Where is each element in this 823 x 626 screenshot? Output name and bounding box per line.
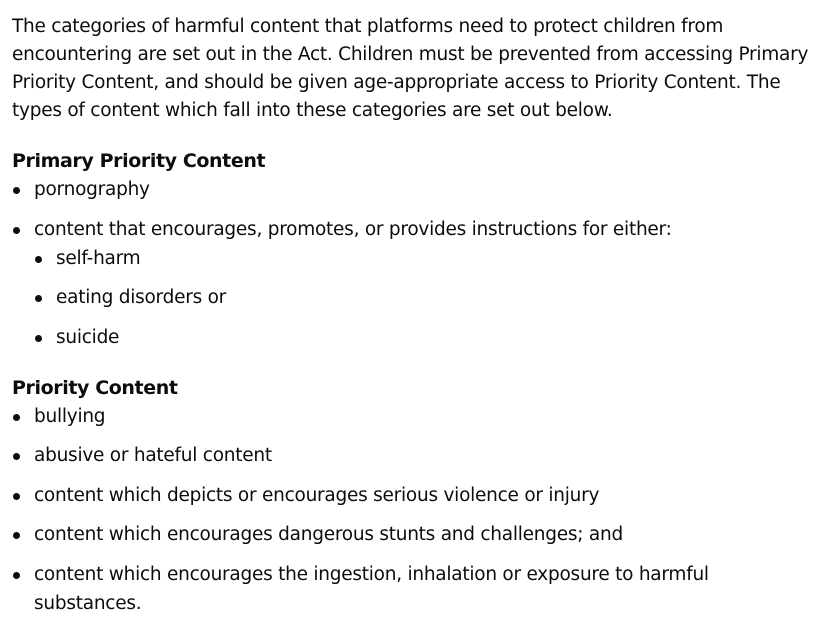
bullet-icon xyxy=(35,295,42,302)
list-item xyxy=(12,175,772,204)
list-item xyxy=(12,215,772,352)
list-item-text: abusive or hateful content xyxy=(34,445,272,466)
primary-priority-list xyxy=(12,175,772,352)
intro-paragraph: The categories of harmful content that platforms need to protect children from encountering are set out in the Act. Children must be prevented from accessing Primary Priority Content, and should be given age-appropriate access to Priority Content. The types of content which fall into these categories are set out below. xyxy=(12,16,809,121)
bullet-icon xyxy=(13,453,20,460)
sublist-item-text: eating disorders or xyxy=(56,287,227,308)
list-item xyxy=(12,560,772,618)
list-item xyxy=(12,481,772,510)
list-item-text: content which encourages dangerous stunts and challenges; and xyxy=(34,524,623,545)
sublist-item xyxy=(34,323,772,352)
priority-heading: Priority Content xyxy=(12,376,178,399)
list-item-text: bullying xyxy=(34,405,106,427)
sublist-item xyxy=(34,244,772,273)
bullet-icon xyxy=(13,572,20,579)
bullet-icon xyxy=(13,414,20,421)
list-item xyxy=(12,402,772,431)
bullet-icon xyxy=(13,532,20,539)
list-item-text: content which encourages the ingestion, inhalation or exposure to harmful substances. xyxy=(34,563,709,614)
bullet-icon xyxy=(13,187,20,194)
sublist-item-text: suicide xyxy=(56,326,120,348)
list-item xyxy=(12,520,772,549)
list-item-text: pornography xyxy=(34,179,150,200)
sublist-item xyxy=(34,283,772,312)
bullet-icon xyxy=(35,256,42,263)
list-item-text: content which depicts or encourages serious violence or injury xyxy=(34,484,600,506)
bullet-icon xyxy=(35,335,42,342)
primary-priority-sublist xyxy=(34,244,772,352)
list-item-text: content that encourages, promotes, or provides instructions for either: xyxy=(34,218,672,240)
list-item xyxy=(12,441,772,470)
bullet-icon xyxy=(13,227,20,234)
priority-list xyxy=(12,402,772,618)
primary-priority-heading: Primary Priority Content xyxy=(12,150,266,172)
bullet-icon xyxy=(13,493,20,500)
sublist-item-text: self-harm xyxy=(56,247,141,269)
